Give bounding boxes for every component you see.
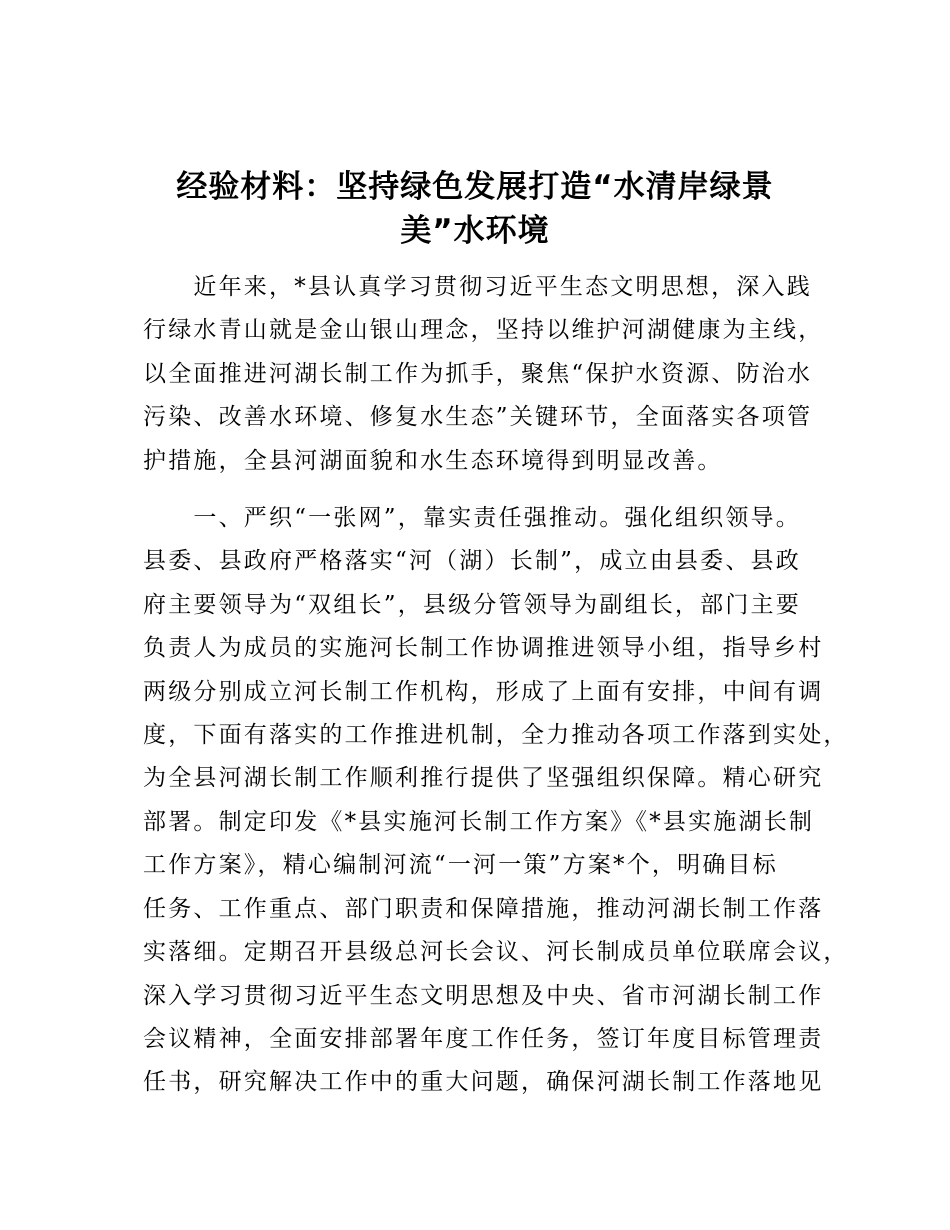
text-line: 一、严织“一张网”，靠实责任强推动。强化组织领导。 [143,505,801,532]
title-line-2: 美”水环境 [400,213,550,249]
text-line: 工作方案》，精心编制河流“一河一策”方案*个，明确目标 [143,852,778,879]
paragraph-intro [143,266,824,483]
text-line: 任书，研究解决工作中的重大问题，确保河湖长制工作落地见 [143,1069,824,1096]
document-title [140,165,810,253]
text-line: 行绿水青山就是金山银山理念，坚持以维护河湖健康为主线， [143,317,824,344]
text-line: 负责人为成员的实施河长制工作协调推进领导小组，指导乡村 [143,635,824,662]
text-line: 两级分别成立河长制工作机构，形成了上面有安排，中间有调 [143,678,824,705]
text-line: 会议精神，全面安排部署年度工作任务，签订年度目标管理责 [143,1025,824,1052]
text-line: 县委、县政府严格落实“河（湖）长制”，成立由县委、县政 [143,548,801,575]
text-line: 度，下面有落实的工作推进机制，全力推动各项工作落到实处， [143,722,849,749]
text-line: 府主要领导为“双组长”，县级分管领导为副组长，部门主要 [143,591,801,618]
text-line: 为全县河湖长制工作顺利推行提供了坚强组织保障。精心研究 [143,765,824,792]
text-line: 深入学习贯彻习近平生态文明思想及中央、省市河湖长制工作 [143,982,824,1009]
text-line: 任务、工作重点、部门职责和保障措施，推动河湖长制工作落 [143,895,824,922]
paragraph-section-one [143,497,849,1105]
document-body [143,266,849,1105]
text-line: 部署。制定印发《*县实施河长制工作方案》《*县实施湖长制 [143,808,815,835]
text-line: 污染、改善水环境、修复水生态”关键环节，全面落实各项管 [143,404,813,431]
text-line: 以全面推进河湖长制工作为抓手，聚焦“保护水资源、防治水 [143,360,813,387]
text-line: 近年来，*县认真学习贯彻习近平生态文明思想，深入践 [143,274,812,300]
title-line-1: 经验材料：坚持绿色发展打造“水清岸绿景 [176,169,774,205]
text-line: 实落细。定期召开县级总河长会议、河长制成员单位联席会议， [143,939,849,966]
text-line: 护措施，全县河湖面貌和水生态环境得到明显改善。 [143,447,723,474]
